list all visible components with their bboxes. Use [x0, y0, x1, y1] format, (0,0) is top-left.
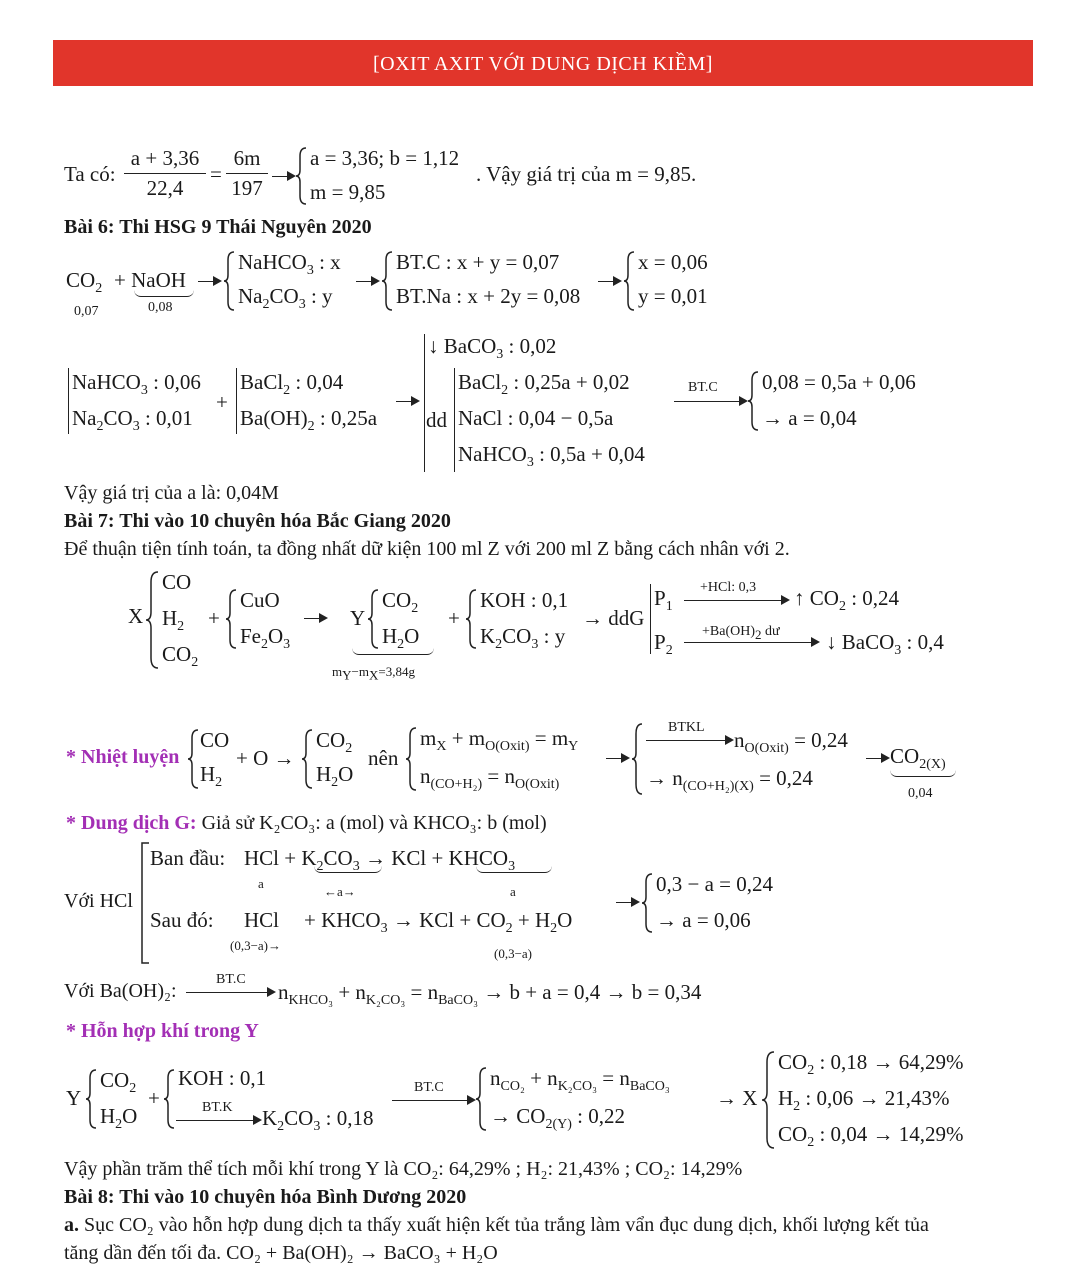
bai7-title: Bài 7: Thi vào 10 chuyên hóa Bắc Giang 2020 — [64, 510, 451, 532]
a-arrows: ←a→ — [324, 884, 356, 899]
voi-hcl-label: Với HCl — [64, 890, 133, 912]
b2b: : 0,25a — [319, 406, 378, 430]
brace-icon — [226, 588, 238, 650]
o: O — [268, 624, 284, 648]
hx3: CO — [778, 1122, 808, 1146]
brace-icon — [406, 726, 418, 792]
nl4b: O — [338, 762, 354, 786]
res2: ↓ BaCO — [826, 630, 895, 654]
solution-1: BaCl$_2$ : 0,25a + 0,02 — [458, 370, 630, 399]
res-line-1: x = 0,06 — [638, 250, 708, 274]
y2: H — [382, 624, 398, 648]
koh: KOH : 0,1 — [480, 588, 569, 612]
baoh-b: dư — [765, 624, 780, 639]
b1b: : 0,04 — [295, 370, 344, 394]
p2: P — [654, 630, 666, 654]
co2x: $CO_{2(X)}$ — [890, 744, 946, 773]
arrow — [272, 176, 294, 177]
e2a: n — [420, 764, 431, 788]
d3: NaHCO — [458, 442, 527, 466]
bai7-note: Để thuận tiện tính toán, ta đồng nhất dữ kiện 100 ml Z với 200 ml Z bằng cách nhân với 2. — [64, 538, 790, 560]
reagent-1: BaCl$_2$ : 0,04 — [240, 370, 344, 399]
nl4: H — [316, 762, 332, 786]
d1: BaCl — [458, 370, 502, 394]
res1b: : 0,24 — [851, 586, 900, 610]
e1a: m — [420, 726, 437, 750]
arrow — [598, 281, 620, 282]
k2co3-y: : y — [543, 624, 566, 648]
m1: NaHCO — [72, 370, 141, 394]
k: K — [480, 624, 496, 648]
brace-icon — [302, 728, 314, 790]
baoh-label: $+Ba(OH)_2$ dư — [702, 624, 780, 642]
bo4: → b + a = 0,4 → b = 0,34 — [483, 980, 702, 1004]
co2-formula: $CO_2$ — [66, 268, 103, 297]
fe: Fe — [240, 624, 261, 648]
result-baco3: ↓ BaCO$_3$ : 0,4 — [826, 630, 944, 659]
bracket-line — [424, 334, 425, 472]
sau-do-mol-2: (0,3−a) — [494, 946, 533, 961]
btc-label-2: BT.C — [216, 972, 246, 987]
co2x-mol: 0,04 — [908, 786, 933, 801]
e2b: = n — [487, 764, 516, 788]
nl-res-1: $n_{O(Oxit)} = 0,24$ — [734, 728, 848, 757]
brace-icon — [466, 588, 478, 650]
co2-mol: 0,07 — [74, 304, 99, 319]
hcl-label: +HCl: 0,3 — [700, 580, 757, 595]
arrow — [646, 740, 732, 741]
hx-co2: $CO_2$ : 0,18 → 64,29% — [778, 1050, 964, 1079]
hn1: n — [490, 1066, 501, 1090]
solution-3: NaHCO$_3$ : 0,5a + 0,04 — [458, 442, 645, 471]
hy-h2o: $H_2O$ — [100, 1104, 138, 1133]
m1b: : 0,06 — [153, 370, 201, 394]
sd4: + H — [517, 908, 551, 932]
mix-1: NaHCO$_3$ : 0,06 — [72, 370, 201, 399]
brace-icon — [476, 1066, 488, 1132]
e1b: + m — [451, 726, 486, 750]
part-1: $P_1$ — [654, 586, 673, 615]
bd3: → KCl + KHCO — [364, 846, 509, 870]
ppt: ↓ BaCO — [428, 334, 497, 358]
x3: CO — [162, 642, 192, 666]
arrow — [392, 1100, 474, 1101]
hx3b: : 0,04 → 14,29% — [819, 1122, 964, 1146]
arrow — [674, 401, 746, 402]
hy-koh: KOH : 0,1 — [178, 1066, 267, 1090]
bo1: n — [278, 980, 289, 1004]
y1: CO — [382, 588, 412, 612]
ddg-assume: Giả sử K₂CO₃: a (mol) và KHCO₃: b (mol) — [196, 812, 547, 834]
intro-conclusion: . Vậy giá trị của m = 9,85. — [476, 162, 697, 186]
hk1: K — [262, 1106, 278, 1130]
ddg-label: → ddG — [582, 606, 645, 630]
nl-co: CO — [200, 728, 230, 752]
nl-eq-2: $n_{(CO+H_2)} = n_{O(Oxit)}$ — [420, 764, 560, 793]
bai8-a-label: a. — [64, 1214, 79, 1236]
bai8-a-line2: tăng dần đến tối đa. CO₂ + Ba(OH)₂ → BaCO₃ + H₂O — [64, 1242, 498, 1264]
m2b: CO — [103, 406, 133, 430]
frac1-num: a + 3,36 — [130, 146, 200, 170]
brace-icon — [642, 872, 654, 934]
chapter-banner: [OXIT AXIT VỚI DUNG DỊCH KIỀM] — [53, 40, 1033, 86]
mass-b: −m — [351, 664, 369, 679]
p1: P — [654, 586, 666, 610]
arrow — [684, 642, 818, 643]
y2b: O — [404, 624, 420, 648]
dd-label: dd — [426, 408, 447, 432]
hy-n-eq: $n_{CO_2} + n_{K_2CO_3} = n_{BaCO_3}$ — [490, 1066, 670, 1095]
arrow — [616, 902, 638, 903]
sd2: + KHCO — [304, 908, 381, 932]
co2-text: CO — [66, 268, 96, 292]
brace-icon — [86, 1068, 98, 1130]
bai8-a-text1: Sục CO₂ vào hỗn hợp dung dịch ta thấy xuất hiện kết tủa trắng làm vẩn đục dung dịch, khối lượng kết tủa — [79, 1214, 929, 1236]
brace-icon — [224, 250, 236, 312]
bai8-a-line1 — [64, 1214, 929, 1237]
hk2: CO — [284, 1106, 314, 1130]
bracket-icon — [140, 842, 150, 964]
sau-do-mol-1: (0,3−a)→ — [230, 938, 282, 953]
sau-do-eq: + $KHCO_3$ → KCl + $CO_2 + H_2O$ — [304, 908, 573, 937]
ppt-b: : 0,02 — [508, 334, 557, 358]
naoh-formula: + NaOH — [114, 268, 186, 292]
nhiet-luyen-title: * Nhiệt luyện — [66, 746, 180, 768]
sys-line-2: m = 9,85 — [310, 180, 386, 204]
m2: Na — [72, 406, 97, 430]
plus-sign: + — [216, 390, 228, 414]
btc-label: BT.C — [688, 380, 718, 395]
arrow — [684, 600, 788, 601]
hx-h2: $H_2$ : 0,06 → 21,43% — [778, 1086, 950, 1115]
bt-line-1: BT.C : x + y = 0,07 — [396, 250, 560, 274]
a-label-2: a — [510, 884, 516, 899]
bai6-answer: Vậy giá trị của a là: 0,04M — [64, 482, 279, 504]
baoh-eq: $n_{KHCO_3} + n_{K_2CO_3} = n_{BaCO_3} \to b + a = 0,4 \to b = 0,34$ — [278, 980, 702, 1009]
hbtc-label: BT.C — [414, 1080, 444, 1095]
underbrace — [134, 290, 194, 297]
fe2o3: $Fe_2O_3$ — [240, 624, 291, 653]
eq-sign: = — [210, 162, 222, 186]
sd5: O — [557, 908, 573, 932]
r1b: = 0,24 — [794, 728, 848, 752]
a-label-1: a — [258, 876, 264, 891]
bai6-title: Bài 6: Thi HSG 9 Thái Nguyên 2020 — [64, 216, 372, 238]
ddg-section — [66, 812, 547, 835]
mass-note: $m_Y-m_X=3,84g$ — [332, 664, 415, 683]
res-line-2: y = 0,01 — [638, 284, 708, 308]
hn3: = n — [602, 1066, 630, 1090]
x-comp-3: $CO_2$ — [162, 642, 199, 671]
k2co3: $K_2CO_3$ : y — [480, 624, 566, 653]
frac1-den: 22,4 — [146, 176, 184, 200]
brace-icon — [748, 370, 760, 432]
arrow — [186, 992, 274, 993]
x-comp-2: $H_2$ — [162, 606, 185, 635]
plus-sign: + — [148, 1086, 160, 1110]
arrow — [304, 618, 326, 619]
hk3: : 0,18 — [325, 1106, 374, 1130]
e1c: = m — [534, 726, 569, 750]
bd1: HCl + K — [244, 846, 317, 870]
btk-label: BT.K — [202, 1100, 233, 1115]
plus-sign: + — [448, 606, 460, 630]
brace-icon — [382, 250, 394, 312]
sd3: → KCl + CO — [392, 908, 506, 932]
p2c: : y — [310, 284, 333, 308]
r2a: → n — [646, 766, 683, 790]
frac2-den: 197 — [231, 176, 263, 200]
brace-icon — [632, 722, 644, 796]
cuo: CuO — [240, 588, 280, 612]
arrow — [198, 281, 220, 282]
ban-dau-label: Ban đầu: — [150, 846, 226, 870]
brace-icon — [146, 570, 160, 670]
r2b: = 0,24 — [759, 766, 813, 790]
hy-k2co3: $K_2CO_3$ : 0,18 — [262, 1106, 374, 1135]
fraction-2 — [226, 146, 268, 201]
bracket-line — [650, 584, 651, 654]
x2: H — [162, 606, 178, 630]
result-co2: ↑ $CO_2$ : 0,24 — [794, 586, 900, 615]
baoh-a: +Ba(OH) — [702, 624, 755, 639]
hcl-res-2: → a = 0,06 — [656, 908, 751, 932]
hn5: : 0,22 — [577, 1104, 625, 1128]
btkl-label: BTKL — [668, 720, 705, 735]
fraction-1 — [124, 146, 206, 201]
y-label: Y — [350, 606, 366, 630]
underbrace — [890, 770, 956, 777]
brace-icon — [368, 588, 380, 650]
precipitate: ↓ BaCO$_3$ : 0,02 — [428, 334, 557, 363]
sys-line-1: a = 3,36; b = 1,12 — [310, 146, 460, 170]
bracket-line — [236, 368, 237, 434]
brace-icon — [164, 1068, 176, 1130]
plus-sign: + — [208, 606, 220, 630]
hy-label: Y — [66, 1086, 82, 1110]
frac2-num: 6m — [233, 146, 261, 170]
bracket-line — [68, 368, 69, 434]
res2b: : 0,4 — [906, 630, 944, 654]
mix-2: $Na_2CO_3$ : 0,01 — [72, 406, 193, 435]
bd2: CO — [323, 846, 353, 870]
nen-label: nên — [368, 746, 399, 770]
voi-baoh-label: Với Ba(OH)₂: — [64, 980, 177, 1002]
arrow — [356, 281, 378, 282]
bt-line-2: BT.Na : x + 2y = 0,08 — [396, 284, 581, 308]
hy2: H — [100, 1104, 116, 1128]
b2: Ba(OH) — [240, 406, 308, 430]
hy2b: O — [122, 1104, 138, 1128]
b1: BaCl — [240, 370, 284, 394]
sau-do-hcl: HCl — [244, 908, 280, 932]
x-label: X — [128, 604, 144, 628]
nl-eq-1: $m_X + m_{O(Oxit)} = m_Y$ — [420, 726, 579, 755]
m2c: : 0,01 — [144, 406, 193, 430]
brace-icon — [624, 250, 636, 312]
hh-title: * Hỗn hợp khí trong Y — [66, 1020, 259, 1042]
co2x-text: CO — [890, 744, 920, 768]
bo2: + n — [338, 980, 366, 1004]
hx1b: : 0,18 → 64,29% — [819, 1050, 964, 1074]
bai8-title: Bài 8: Thi vào 10 chuyên hóa Bình Dương 2020 — [64, 1186, 467, 1208]
co: CO — [502, 624, 532, 648]
arrow — [176, 1120, 260, 1121]
naoh-mol: 0,08 — [148, 300, 173, 315]
underbrace — [314, 866, 382, 873]
y-comp-2: $H_2O$ — [382, 624, 420, 653]
ban-dau-eq: HCl + $K_2CO_3$ → KCl + $KHCO_3$ — [244, 846, 516, 875]
arrow — [866, 758, 888, 759]
nl-h2: $H_2$ — [200, 762, 223, 791]
brace-icon — [188, 728, 200, 790]
hcl-res-1: 0,3 − a = 0,24 — [656, 872, 774, 896]
eq-line-1: 0,08 = 0,5a + 0,06 — [762, 370, 916, 394]
res1: ↑ CO — [794, 586, 839, 610]
mass-c: =3,84g — [378, 664, 415, 679]
underbrace — [476, 866, 552, 873]
r1a: n — [734, 728, 745, 752]
hx2b: : 0,06 → 21,43% — [805, 1086, 950, 1110]
plus-o: + O → — [236, 746, 295, 770]
nl-res-2: → $n_{(CO+H_2)(X)} = 0,24$ — [646, 766, 813, 795]
nl2: H — [200, 762, 216, 786]
hn2: + n — [530, 1066, 558, 1090]
ta-co-label: Ta có: — [64, 162, 116, 186]
hx-label: → X — [716, 1086, 758, 1110]
mass-a: m — [332, 664, 343, 679]
ddg-title: * Dung dịch G: — [66, 812, 197, 834]
hy-co2: $CO_2$ — [100, 1068, 137, 1097]
hx-co2-2: $CO_2$ : 0,04 → 14,29% — [778, 1122, 964, 1151]
underbrace — [352, 648, 434, 655]
x-comp-1: CO — [162, 570, 192, 594]
bracket-line — [454, 368, 455, 472]
sau-do-label: Sau đó: — [150, 908, 214, 932]
product-1: NaHCO$_3$ : x — [238, 250, 341, 279]
hy-co2y: → $CO_{2(Y)}$ : 0,22 — [490, 1104, 625, 1133]
p1: NaHCO — [238, 250, 307, 274]
y-comp-1: $CO_2$ — [382, 588, 419, 617]
hy1: CO — [100, 1068, 130, 1092]
p1b: : x — [319, 250, 341, 274]
eq-line-2: → a = 0,04 — [762, 406, 857, 430]
d1b: : 0,25a + 0,02 — [513, 370, 630, 394]
d3b: : 0,5a + 0,04 — [539, 442, 645, 466]
brace-icon — [762, 1050, 776, 1150]
solution-2: NaCl : 0,04 − 0,5a — [458, 406, 614, 430]
nl-co2: $CO_2$ — [316, 728, 353, 757]
bo3: = n — [410, 980, 439, 1004]
brace-icon — [296, 146, 308, 206]
part-2: $P_2$ — [654, 630, 673, 659]
nl-h2o: $H_2O$ — [316, 762, 354, 791]
product-2: $Na_2CO_3$ : y — [238, 284, 333, 313]
arrow — [396, 401, 418, 402]
p2b: CO — [269, 284, 299, 308]
nl3: CO — [316, 728, 346, 752]
bai7-final: Vậy phần trăm thể tích mỗi khí trong Y là CO₂: 64,29% ; H₂: 21,43% ; CO₂: 14,29% — [64, 1158, 743, 1180]
arrow — [606, 758, 628, 759]
hx2: H — [778, 1086, 794, 1110]
p2: Na — [238, 284, 263, 308]
hx1: CO — [778, 1050, 808, 1074]
reagent-2: $Ba(OH)_2$ : 0,25a — [240, 406, 378, 435]
hn4: → CO — [490, 1104, 546, 1128]
